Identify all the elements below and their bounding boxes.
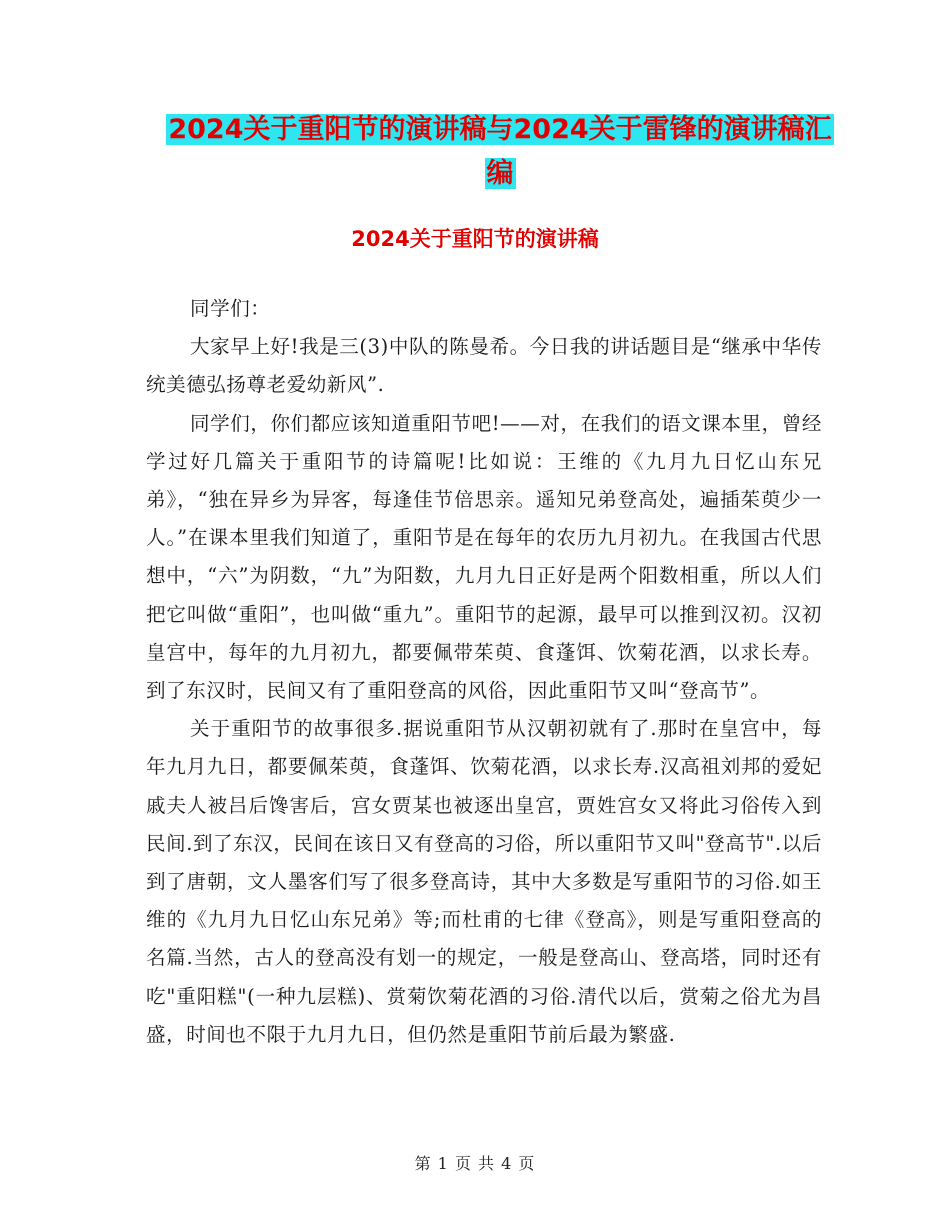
paragraph-intro: 大家早上好!我是三(3)中队的陈曼希。今日我的讲话题目是“继承中华传统美德弘扬尊老爱幼新风”. <box>146 335 822 397</box>
section-title: 2024关于重阳节的演讲稿 <box>351 227 599 251</box>
document-title-line-1: 2024关于重阳节的演讲稿与2024关于雷锋的演讲稿汇 <box>168 114 832 145</box>
paragraph-story: 关于重阳节的故事很多.据说重阳节从汉朝初就有了.那时在皇宫中，每年九月九日，都要佩茱萸，食蓬饵、饮菊花酒，以求长寿.汉高祖刘邦的爱妃戚夫人被吕后馋害后，宫女贾某也被逐出皇宫，贾姓宫女又将此习俗传入到民间.到了东汉，民间在该日又有登高的习俗，所以重阳节又叫"登高节".以后到了唐朝，文人墨客们写了很多登高诗，其中大多数是写重阳节的习俗.如王维的《九月九日忆山东兄弟》等;而杜甫的七律《登高》，则是写重阳登高的名篇.当然，古人的登高没有划一的规定，一般是登高山、登高塔，同时还有吃"重阳糕"(一种九层糕)、赏菊饮菊花酒的习俗.清代以后，赏菊之俗尤为昌盛，时间也不限于九月九日，但仍然是重阳节前后最为繁盛. <box>146 717 822 1046</box>
paragraph-origin: 同学们，你们都应该知道重阳节吧!——对，在我们的语文课本里，曾经学过好几篇关于重阳节的诗篇呢!比如说：王维的《九月九日忆山东兄弟》，“独在异乡为异客，每逢佳节倍思亲。遥知兄弟登高处，遍插茱萸少一人。”在课本里我们知道了，重阳节是在每年的农历九月初九。在我国古代思想中，“六”为阴数，“九”为阳数，九月九日正好是两个阳数相重，所以人们把它叫做“重阳”，也叫做“重九”。重阳节的起源，最早可以推到汉初。汉初皇宫中，每年的九月初九，都要佩带茱萸、食蓬饵、饮菊花酒，以求长寿。到了东汉时，民间又有了重阳登高的风俗，因此重阳节又叫“登高节”。 <box>146 411 822 703</box>
document-body <box>146 290 822 1054</box>
paragraph-greeting: 同学们： <box>190 297 271 320</box>
document-title-line-2: 编 <box>486 158 514 189</box>
document-title <box>120 108 880 196</box>
page-number-footer: 第 1 页 共 4 页 <box>414 1154 536 1173</box>
